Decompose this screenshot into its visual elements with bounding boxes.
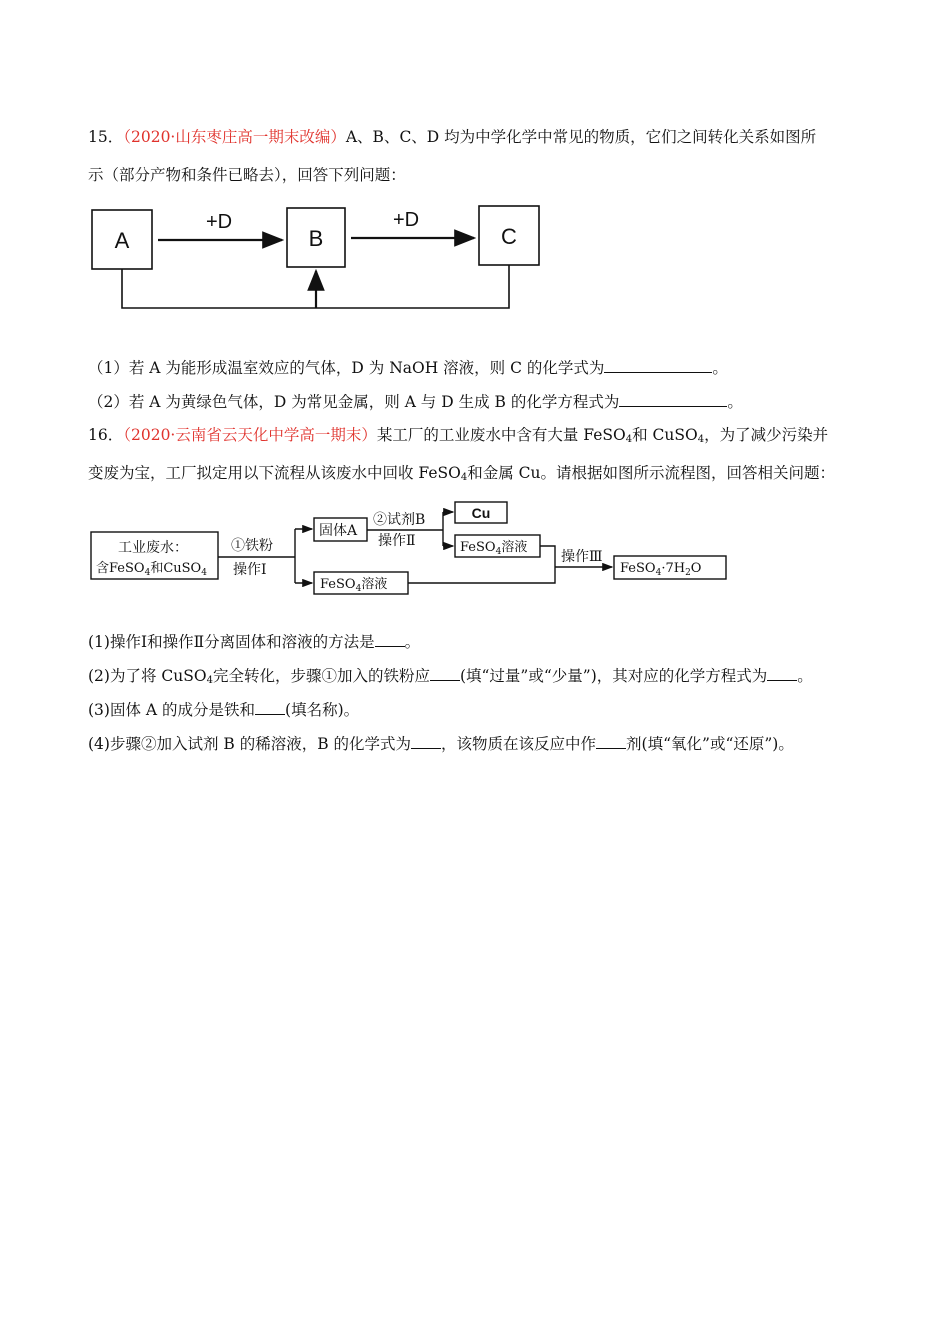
svg-text:B: B <box>308 226 324 251</box>
answer-blank[interactable] <box>430 665 460 681</box>
q15-stem-line1 <box>88 127 816 147</box>
step1-bottom-label: 操作Ⅰ <box>233 562 267 578</box>
cu-box <box>455 502 507 523</box>
answer-blank[interactable] <box>604 357 712 373</box>
answer-blank[interactable] <box>619 391 727 407</box>
svg-text:固体A: 固体A <box>319 523 358 539</box>
svg-text:FeSO4·7H2O: $FeSO_4\cdot 7H_2O$ <box>620 561 702 578</box>
answer-blank[interactable] <box>767 665 797 681</box>
box-a <box>92 210 152 269</box>
answer-blank[interactable] <box>596 733 626 749</box>
arrow1-label: +D <box>206 211 233 233</box>
svg-text:Cu: Cu <box>471 505 491 521</box>
q16-stem-line2: 变废为宝，工厂拟定用以下流程从该废水中回收 FeSO$_4$和金属 Cu。请根据如图所示流程图，回答相关问题： <box>88 464 835 483</box>
svg-text:FeSO4溶液: FeSO$_4$溶液 <box>320 577 388 594</box>
q16-flowchart <box>88 500 738 600</box>
step2-bottom-label: 操作Ⅱ <box>378 533 416 549</box>
answer-blank[interactable] <box>411 733 441 749</box>
q16-part2: (2)为了将 CuSO$_4$完全转化，步骤①加入的铁粉应 (填“过量”或“少量”)，其对应的化学方程式为 。 <box>88 667 813 686</box>
q16-part1: (1)操作Ⅰ和操作Ⅱ分离固体和溶液的方法是 。 <box>88 633 421 651</box>
q16-part4: (4)步骤②加入试剂 B 的稀溶液，B 的化学式为 ，该物质在该反应中作 剂(填“氧化”或“还原”)。 <box>88 735 794 753</box>
svg-text:A: A <box>114 228 130 253</box>
step2-top-label: ②试剂B <box>373 512 426 528</box>
box-b <box>287 208 345 267</box>
answer-blank[interactable] <box>375 631 405 647</box>
q15-source: （2020·山东枣庄高一期末改编） <box>123 128 346 146</box>
q15-stem-line2: 示（部分产物和条件已略去），回答下列问题： <box>88 166 406 184</box>
arrow2-label: +D <box>393 209 420 231</box>
svg-text:含FeSO4和CuSO4: 含FeSO$_4$和CuSO$_4$ <box>96 561 207 578</box>
q16-stem-line1: 16．（2020·云南省云天化中学高一期末）某工厂的工业废水中含有大量 FeSO$_4$和 CuSO$_4$，为了减少污染并 <box>88 426 829 445</box>
q16-number: 16． <box>88 426 124 444</box>
svg-text:FeSO4溶液: FeSO$_4$溶液 <box>460 540 528 557</box>
feso4-solution-box-lower <box>314 572 408 594</box>
box-c <box>479 206 539 265</box>
q15-stem-text1: A、B、C、D 均为中学化学中常见的物质，它们之间转化关系如图所 <box>345 128 817 146</box>
q16-part3: (3)固体 A 的成分是铁和 (填名称)。 <box>88 701 360 719</box>
q15-diagram <box>88 200 548 315</box>
svg-text:C: C <box>501 224 517 249</box>
answer-blank[interactable] <box>255 699 285 715</box>
q15-number: 15． <box>88 128 124 146</box>
solid-a-box <box>314 518 367 541</box>
waste-water-box <box>91 532 218 579</box>
svg-text:工业废水：: 工业废水： <box>118 540 188 556</box>
q16-source: （2020·云南省云天化中学高一期末） <box>123 426 377 444</box>
q15-sub2: （2）若 A 为黄绿色气体，D 为常见金属，则 A 与 D 生成 B 的化学方程式为 。 <box>88 393 743 411</box>
q15-sub1: （1）若 A 为能形成温室效应的气体，D 为 NaOH 溶液，则 C 的化学式为 。 <box>88 359 728 377</box>
step3-label: 操作Ⅲ <box>561 549 603 565</box>
step1-top-label: ①铁粉 <box>231 538 273 554</box>
feso4-solution-box-upper <box>455 535 540 557</box>
product-box <box>614 556 726 579</box>
